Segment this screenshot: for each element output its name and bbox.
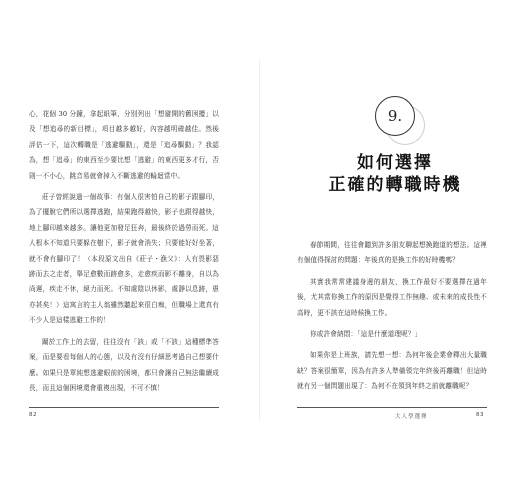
- left-paragraph-3: 關於工作上的去留，往往沒有「該」或「不該」這種標準答案，而是要看每個人的心態，以及有沒有仔細思考過自己想要什麼。如果只是單純想逃避眼前的困境，都只會讓自己無法繼續成長，而且這個困境還會重複出現，不可不慎！: [29, 337, 219, 392]
- right-paragraph-4: 如果你是上班族，請先想一想：為何年後企業會釋出大量職缺？答案很簡單，因為有許多人準備領完年終後再離職！但這時就有另一個問題出現了：為何不在領到年終之前就離職呢？: [297, 351, 487, 391]
- chapter-number: 9.: [387, 107, 403, 125]
- right-paragraph-3: 你或許會納悶：「這是什麼道理呢？」: [310, 330, 422, 339]
- right-body-text: [297, 238, 487, 395]
- right-page-number: 83: [476, 412, 484, 418]
- running-head: 大人學選擇: [395, 414, 428, 420]
- chapter-title-line-1: 如何選擇: [357, 153, 433, 173]
- right-paragraph-1: 春節期間，往往會聽到許多朋友聊起想換跑道的想法。這裡有個值得探討的問題：年後真的是換工作的好時機嗎？: [297, 241, 487, 265]
- left-footer-rule: [29, 407, 219, 408]
- chapter-number-circle: [375, 96, 415, 136]
- right-footer-rule: [297, 407, 487, 408]
- left-body-text: [29, 107, 219, 396]
- right-paragraph-2: 其實我常常建議身邊的朋友，換工作最好不要選擇在過年後，尤其當你換工作的原因是覺得工作無趣、或未來的成長性不高時，更不該在這時候換工作。: [297, 277, 487, 317]
- left-page-number: 82: [29, 412, 37, 418]
- left-paragraph-2: 莊子曾經說過一個故事：有個人很害怕自己的影子跟腳印，為了擺脫它們所以選擇逃跑，結果跑得越快，影子也跟得越快，地上腳印越來越多。讓他更加發足狂奔，最後終於過勞而死。這人根本不知道只要躲在樹下，影子就會消失；只要能好好坐著，就不會有腳印了！（本段原文出自《莊子・漁父》：人有畏影惡跡而去之走者，舉足愈數而跡愈多，走愈疾而影不離身，自以為尚遲，疾走不休，絕力而死。不知處陰以休影，處靜以息跡，愚亦甚矣！）這寓言的主人翁雖然聽起來很白痴，但職場上還真有不少人是這樣逃避工作的！: [29, 193, 219, 325]
- chapter-title-line-2: 正確的轉職時機: [328, 175, 462, 195]
- left-paragraph-1: 心，花個 30 分鐘，拿起紙筆，分別列出「想避開的舊困擾」以及「想追尋的新目標」，項目越多越好，內容越明確越佳。然後評估一下，這次轉職是「逃避驅動」，還是「追尋驅動」？我認為，想「追尋」的東西至少要比想「逃避」的東西更多才行，否則一不小心，跳音易就會掉入不斷逃避的輪迴當中。: [29, 110, 219, 180]
